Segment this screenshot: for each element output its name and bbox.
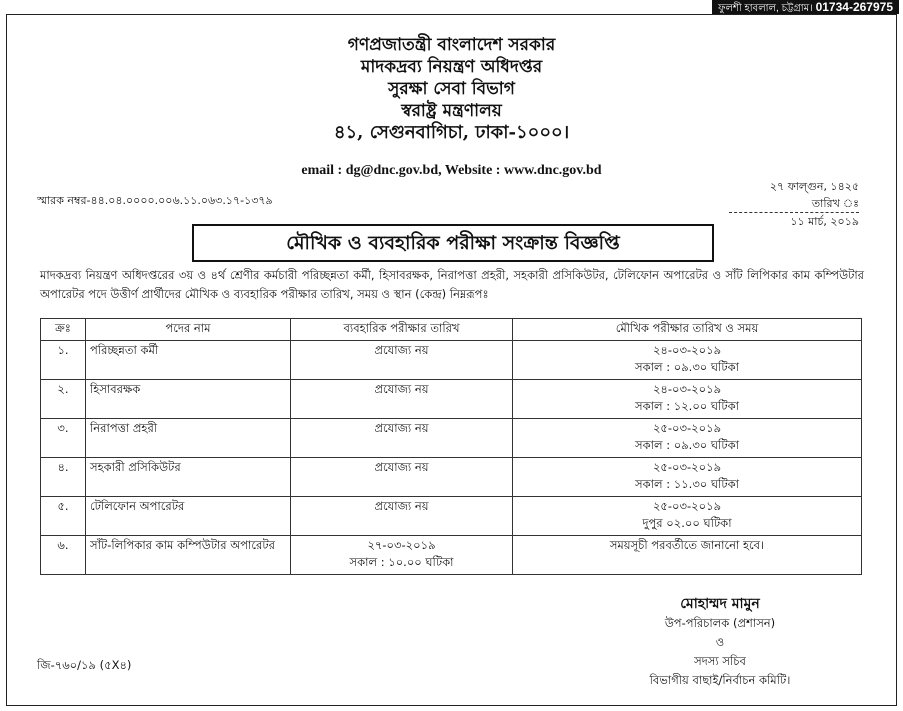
row-post: পরিচ্ছন্নতা কর্মী [86,341,291,380]
table-row [41,341,862,380]
table-row [41,536,862,575]
letterhead [0,34,903,144]
row-viva [513,380,862,419]
viva-time: দুপুর ০২.০০ ঘটিকা [642,516,732,530]
signatory-name: মোহাম্মদ মামুন [680,596,760,612]
row-practical [291,536,513,575]
header-practical: ব্যবহারিক পরীক্ষার তারিখ [291,319,513,341]
row-post: হিসাবরক্ষক [86,380,291,419]
practical-time: সকাল : ১০.০০ ঘটিকা [349,555,454,569]
viva-date: ২৪-০৩-২০১৯ [652,343,722,357]
table-row [41,380,862,419]
practical-date: ২৭-০৩-২০১৯ [367,538,436,552]
office-address: ৪১, সেগুনবাগিচা, ঢাকা-১০০০। [333,122,570,143]
date-english: ১১ মার্চ, ২০১৯ [790,215,859,228]
signatory-designation: উপ-পরিচালক (প্রশাসন) [664,616,776,630]
table-row [41,458,862,497]
signatory-committee: বিভাগীয় বাছাই/নির্বাচন কমিটি। [649,673,791,687]
intro-paragraph: মাদকদ্রব্য নিয়ন্ত্রণ অধিদপ্তরের ৩য় ও ৪র্থ শ্রেণীর কর্মচারী পরিচ্ছন্নতা কর্মী, হিসাবরক্ষক, নিরাপত্তা প্রহরী, সহকারী প্রসিকিউটর, টেলিফোন অপারেটর ও সাঁট লিপিকার কাম কম্পিউটার অপারেটর পদে উত্তীর্ণ প্রার্থীদের মৌখিক ও ব্যবহারিক পরীক্ষার তারিখ, সময় ও স্থান (কেন্দ্র) নিম্নরূপঃ [40,268,864,301]
contact-line: email : dg@dnc.gov.bd, Website : www.dnc.gov.bd [301,163,602,178]
row-practical: প্রযোজ্য নয় [291,419,513,458]
viva-time: সকাল : ০৯.৩০ ঘটিকা [635,438,739,452]
row-viva [513,341,862,380]
stamp-label: ফুলশী হাবলাল, চট্টগ্রাম। [718,3,813,14]
table-row [41,419,862,458]
stamp-phone: 01734-267975 [815,0,893,14]
date-bangla: ২৭ ফাল্গুন, ১৪২৫ [769,180,859,193]
viva-date: ২৪-০৩-২০১৯ [652,382,722,396]
viva-date: ২৫-০৩-২০১৯ [652,499,722,513]
memo-number: স্মারক নম্বর-৪৪.০৪.০০০০.০০৬.১১.০৬৩.১৭-১৩৭৯ [37,194,273,207]
row-serial: ৬. [41,536,86,575]
department-name: মাদকদ্রব্য নিয়ন্ত্রণ অধিদপ্তর [360,57,543,77]
header-serial: ক্রঃ [41,319,86,341]
row-serial: ৩. [41,419,86,458]
date-label: তারিখ ঃ [811,197,859,210]
date-block [729,178,859,230]
reference-code: জি-৭৬০/১৯ (৫X৪) [37,658,132,672]
viva-date: ২৫-০৩-২০১৯ [652,421,722,435]
viva-time: সকাল : ০৯.৩০ ঘটিকা [635,360,739,374]
signature-block [600,595,840,690]
signatory-conj: ও [715,635,725,649]
signatory-role: সদস্য সচিব [694,654,746,668]
table-row [41,497,862,536]
division-name: সুরক্ষা সেবা বিভাগ [388,79,515,99]
ministry-name: স্বরাষ্ট্র মন্ত্রণালয় [401,101,502,121]
viva-date: ২৫-০৩-২০১৯ [652,460,722,474]
schedule-table [40,318,862,575]
row-viva [513,419,862,458]
row-post: নিরাপত্তা প্রহরী [86,419,291,458]
row-serial: ৫. [41,497,86,536]
row-serial: ২. [41,380,86,419]
row-post: টেলিফোন অপারেটর [86,497,291,536]
row-practical: প্রযোজ্য নয় [291,458,513,497]
row-viva [513,536,862,575]
govt-name: গণপ্রজাতন্ত্রী বাংলাদেশ সরকার [347,35,556,55]
viva-time: সকাল : ১১.৩০ ঘটিকা [635,477,739,491]
notice-title: মৌখিক ও ব্যবহারিক পরীক্ষা সংক্রান্ত বিজ্ঞপ্তি [192,224,714,262]
header-post: পদের নাম [86,319,291,341]
row-viva [513,458,862,497]
viva-time: সকাল : ১২.০০ ঘটিকা [635,399,739,413]
row-post: সহকারী প্রসিকিউটর [86,458,291,497]
row-practical: প্রযোজ্য নয় [291,380,513,419]
header-viva: মৌখিক পরীক্ষার তারিখ ও সময় [513,319,862,341]
row-post: সাঁট-লিপিকার কাম কম্পিউটার অপারেটর [86,536,291,575]
row-practical: প্রযোজ্য নয় [291,497,513,536]
row-practical: প্রযোজ্য নয় [291,341,513,380]
row-serial: ১. [41,341,86,380]
publisher-stamp [712,0,899,14]
viva-date: সময়সূচী পরবর্তীতে জানানো হবে। [609,538,765,552]
row-viva [513,497,862,536]
table-header-row [41,319,862,341]
row-serial: ৪. [41,458,86,497]
